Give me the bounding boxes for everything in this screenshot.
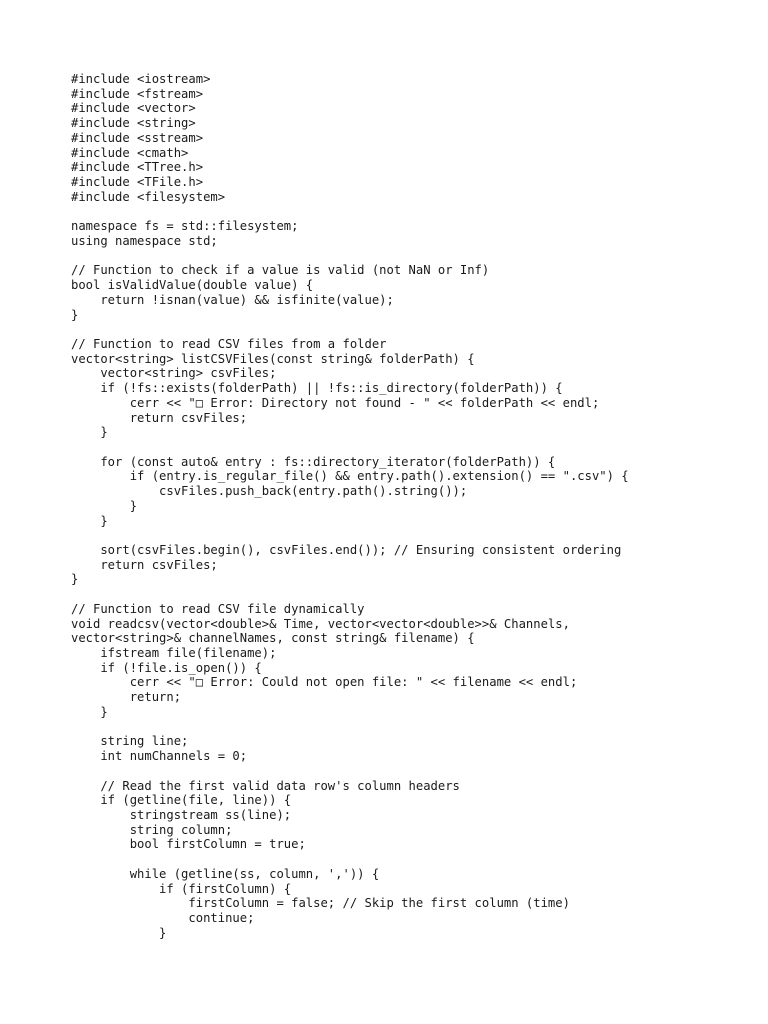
code-line: cerr << "□ Error: Directory not found - " << folderPath << endl; [71,395,600,410]
code-line: #include <string> [71,116,196,131]
code-line: // Function to read CSV files from a folder [71,336,387,351]
code-line: while (getline(ss, column, ',')) { [71,866,380,881]
code-line: if (firstColumn) { [71,881,292,896]
code-line [71,322,629,337]
code-line: csvFiles.push_back(entry.path().string()); [71,484,468,499]
code-line [71,764,629,779]
code-line [71,249,629,264]
code-line [71,587,629,602]
code-line: using namespace std; [71,233,218,248]
code-line [71,720,629,735]
code-line: #include <fstream> [71,86,204,101]
code-line: #include <iostream> [71,72,211,86]
code-line: } [71,704,108,719]
code-line: } [71,498,138,513]
code-line: #include <filesystem> [71,189,226,204]
code-line: // Read the first valid data row's column headers [71,778,460,793]
code-line: #include <cmath> [71,145,189,160]
code-line: vector<string>& channelNames, const string& filename) { [71,631,475,646]
code-line [71,204,629,219]
code-line: string line; [71,734,189,749]
code-line: ifstream file(filename); [71,646,277,661]
code-line: #include <sstream> [71,130,204,145]
code-line: vector<string> csvFiles; [71,366,277,381]
code-line: vector<string> listCSVFiles(const string& folderPath) { [71,351,475,366]
code-line: string column; [71,822,233,837]
code-line: if (getline(file, line)) { [71,793,292,808]
code-line: } [71,572,79,587]
code-line: return csvFiles; [71,557,218,572]
code-line: #include <TFile.h> [71,175,204,190]
code-line: return !isnan(value) && isfinite(value); [71,292,394,307]
code-line: cerr << "□ Error: Could not open file: " << filename << endl; [71,675,578,690]
code-line: continue; [71,910,255,925]
code-line: } [71,307,79,322]
code-line: bool isValidValue(double value) { [71,278,314,293]
code-line: void readcsv(vector<double>& Time, vector<vector<double>>& Channels, [71,616,570,631]
code-line: for (const auto& entry : fs::directory_iterator(folderPath)) { [71,454,556,469]
code-line: return; [71,690,182,705]
code-line: } [71,513,108,528]
code-line [71,852,629,867]
code-line: #include <TTree.h> [71,160,204,175]
code-line: if (!file.is_open()) { [71,660,262,675]
code-line: namespace fs = std::filesystem; [71,219,299,234]
code-line: firstColumn = false; // Skip the first column (time) [71,896,570,911]
code-line: if (!fs::exists(folderPath) || !fs::is_directory(folderPath)) { [71,381,563,396]
code-line: sort(csvFiles.begin(), csvFiles.end()); // Ensuring consistent ordering [71,543,622,557]
code-block [71,72,629,940]
code-line: #include <vector> [71,101,196,116]
code-line [71,440,629,455]
code-line: if (entry.is_regular_file() && entry.path().extension() == ".csv") { [71,469,629,484]
code-line: return csvFiles; [71,410,248,425]
code-line: stringstream ss(line); [71,807,292,822]
code-line: bool firstColumn = true; [71,837,306,852]
code-line [71,528,629,543]
code-line: // Function to check if a value is valid (not NaN or Inf) [71,263,490,278]
code-line: int numChannels = 0; [71,749,248,764]
code-line: // Function to read CSV file dynamically [71,601,365,616]
code-line: } [71,425,108,440]
code-line: } [71,925,167,940]
